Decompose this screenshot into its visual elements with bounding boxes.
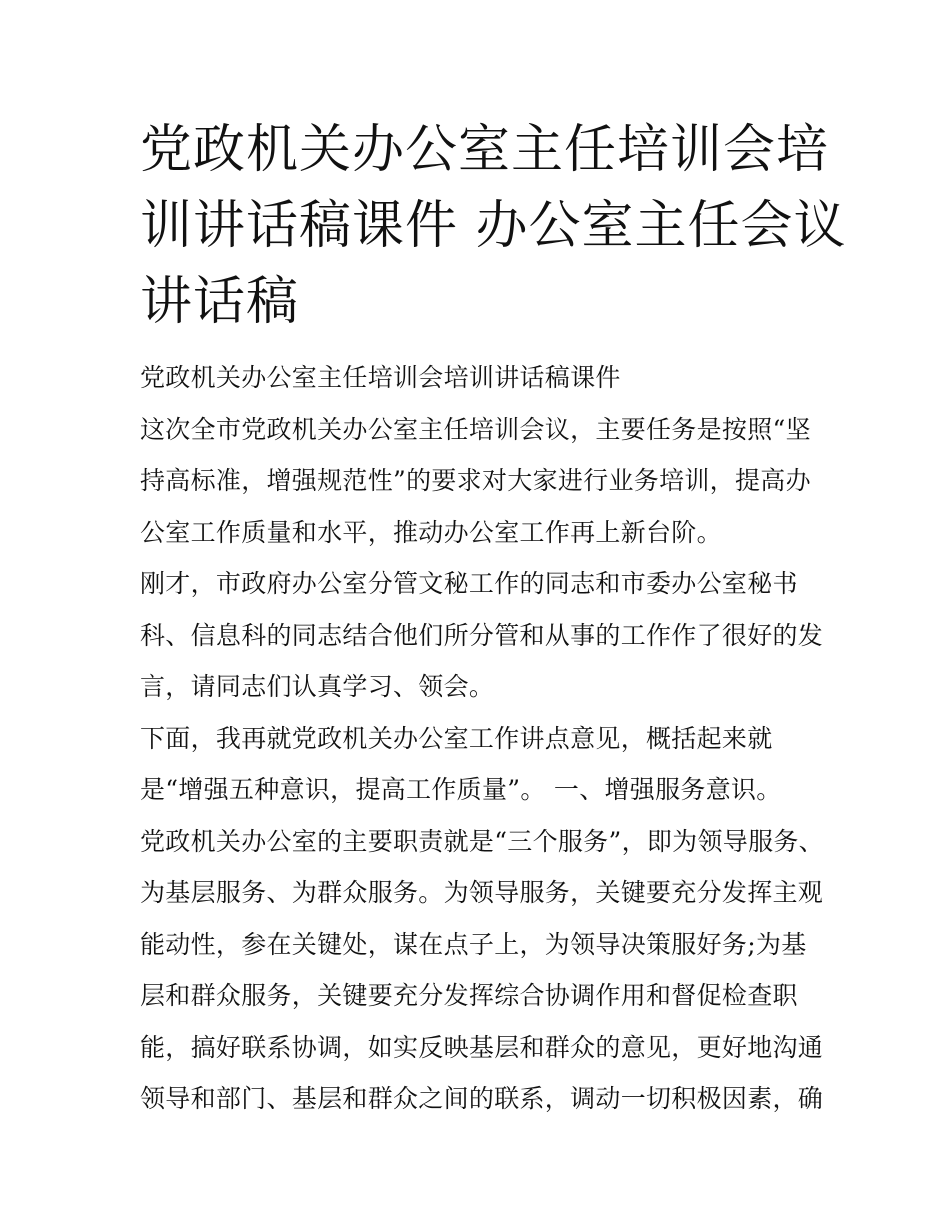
text-line: 是“增强五种意识，提高工作质量”。 一、增强服务意识。 xyxy=(140,775,782,804)
text-line: 下面，我再就党政机关办公室工作讲点意见，概括起来就 xyxy=(140,723,773,753)
text-line: 持高标准，增强规范性”的要求对大家进行业务培训，提高办 xyxy=(140,466,811,495)
document-title xyxy=(140,112,847,340)
text-line: 言，请同志们认真学习、领会。 xyxy=(140,672,495,701)
text-line: 层和群众服务，关键要充分发挥综合协调作用和督促检查职 xyxy=(140,981,798,1010)
text-line: 公室工作质量和水平，推动办公室工作再上新台阶。 xyxy=(140,517,722,547)
text-line: 为基层服务、为群众服务。为领导服务，关键要充分发挥主观 xyxy=(140,878,824,907)
text-line: 科、信息科的同志结合他们所分管和从事的工作作了很好的发 xyxy=(140,620,824,650)
title-line: 党政机关办公室主任培训会培 xyxy=(140,120,830,180)
text-line: 刚才，市政府办公室分管文秘工作的同志和市委办公室秘书 xyxy=(140,569,798,598)
text-line: 能动性，参在关键处，谋在点子上，为领导决策服好务;为基 xyxy=(140,929,807,959)
text-line: 这次全市党政机关办公室主任培训会议，主要任务是按照“坚 xyxy=(140,414,811,444)
text-line: 能，搞好联系协调，如实反映基层和群众的意见，更好地沟通 xyxy=(140,1032,824,1062)
title-line: 讲话稿 xyxy=(140,272,300,332)
title-line: 训讲话稿课件 办公室主任会议 xyxy=(140,196,847,256)
text-line: 党政机关办公室的主要职责就是“三个服务”，即为领导服务、 xyxy=(140,826,824,856)
document-body xyxy=(140,358,830,1131)
subtitle-line: 党政机关办公室主任培训会培训讲话稿课件 xyxy=(140,363,621,392)
text-line: 领导和部门、基层和群众之间的联系，调动一切积极因素，确 xyxy=(140,1084,824,1113)
